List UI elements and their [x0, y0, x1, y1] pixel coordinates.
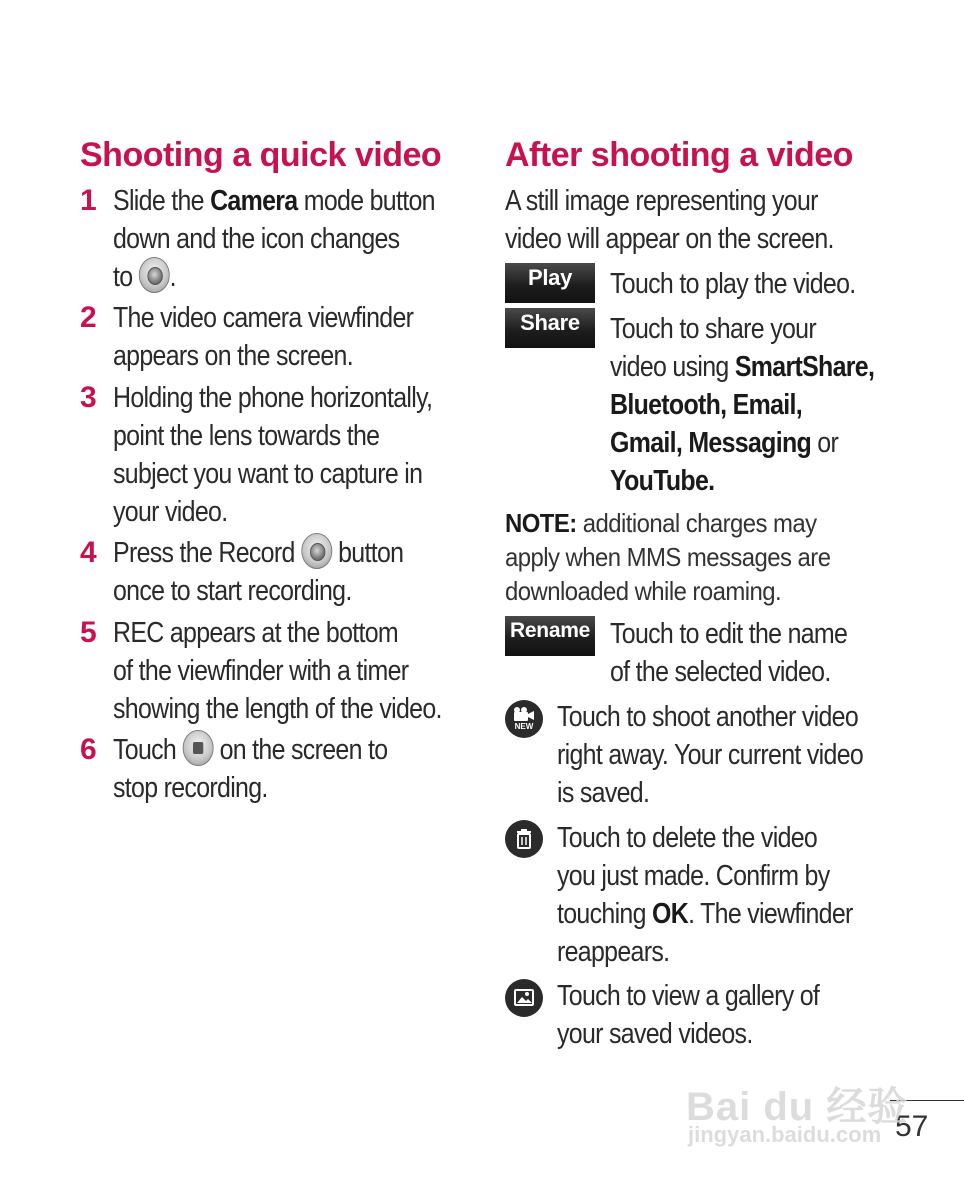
step-5-text: REC appears at the bottom of the viewfinder with a timer showing the length of the video. — [113, 617, 442, 725]
camera-mode-icon — [139, 257, 170, 293]
record-button-icon — [301, 533, 332, 569]
delete-description: Touch to delete the video you just made. Confirm by touching OK. The viewfinder reappears. — [557, 822, 853, 968]
step-number-5: 5 — [80, 616, 97, 649]
play-button[interactable]: Play — [505, 263, 595, 303]
step-2-text: The video camera viewfinder appears on the screen. — [113, 302, 414, 372]
new-video-icon[interactable] — [505, 700, 543, 738]
gallery-description: Touch to view a gallery of your saved videos. — [557, 980, 820, 1050]
step-number-1: 1 — [80, 184, 97, 217]
step-1-text: Slide the Camera mode button down and the icon changes to . — [113, 185, 435, 293]
rename-description: Touch to edit the name of the selected video. — [610, 618, 848, 688]
watermark-url: jingyan.baidu.com — [688, 1122, 882, 1147]
new-video-description: Touch to shoot another video right away. Your current video is saved. — [557, 701, 864, 809]
step-number-6: 6 — [80, 733, 97, 766]
trash-icon[interactable] — [505, 820, 543, 858]
play-description: Touch to play the video. — [610, 268, 856, 300]
note-text: NOTE: additional charges may apply when MMS messages are downloaded while roaming. — [505, 508, 831, 606]
step-6-text: Touch on the screen to stop recording. — [113, 731, 387, 807]
stop-button-icon — [182, 730, 213, 766]
right-heading: After shooting a video — [505, 136, 853, 174]
share-button[interactable]: Share — [505, 308, 595, 348]
page-number: 57 — [895, 1110, 929, 1143]
step-number-3: 3 — [80, 381, 97, 414]
step-number-4: 4 — [80, 536, 97, 569]
step-3-text: Holding the phone horizontally, point the lens towards the subject you want to capture in your video. — [113, 382, 433, 528]
share-description: Touch to share your video using SmartShare, Bluetooth, Email, Gmail, Messaging or YouTube. — [610, 313, 875, 497]
left-heading: Shooting a quick video — [80, 136, 442, 174]
intro-text: A still image representing your video will appear on the screen. — [505, 185, 834, 255]
step-4-text: Press the Record button once to start recording. — [113, 534, 403, 610]
step-number-2: 2 — [80, 301, 97, 334]
rename-button[interactable]: Rename — [505, 616, 595, 656]
watermark-logo: Bai du 经验 — [686, 1085, 909, 1129]
new-icon-label: NEW — [514, 722, 534, 731]
gallery-icon[interactable] — [505, 979, 543, 1017]
